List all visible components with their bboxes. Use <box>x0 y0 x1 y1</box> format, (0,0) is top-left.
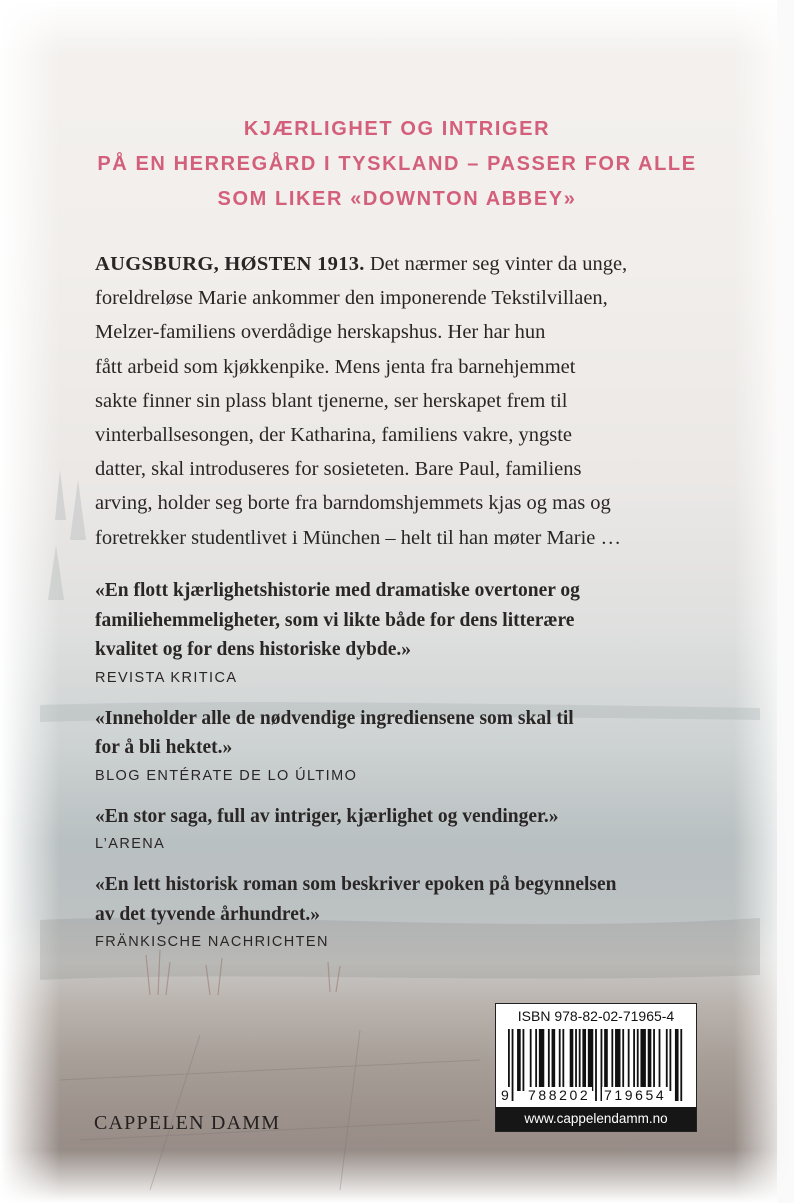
barcode-bar <box>633 1029 635 1091</box>
synopsis-line: foretrekker studentlivet i München – helt til han møter Marie … <box>95 526 622 549</box>
barcode-bar <box>588 1029 593 1091</box>
barcode-bar <box>575 1029 577 1091</box>
quote-source: BLOG ENTÉRATE DE LO ÚLTIMO <box>95 767 358 784</box>
quote-line: «En stor saga, full av intriger, kjærlighet og vendinger.» <box>95 805 559 827</box>
barcode-bar <box>548 1029 550 1091</box>
barcode-digits-left: 788202 <box>528 1087 591 1103</box>
synopsis-line: Melzer-familiens overdådige herskapshus. Her har hun <box>95 321 546 344</box>
barcode-bar <box>666 1029 668 1091</box>
barcode-bar <box>604 1029 608 1091</box>
barcode-bar <box>517 1029 521 1091</box>
barcode-bar <box>659 1029 661 1091</box>
barcode-bar <box>530 1029 532 1091</box>
review-quote <box>95 576 715 689</box>
isbn-label: ISBN 978-82-02-71965-4 <box>517 1008 675 1024</box>
synopsis-lead: AUGSBURG, HØSTEN 1913. <box>95 253 365 275</box>
quote-line: familiehemmeligheter, som vi likte både for dens litterære <box>95 609 575 631</box>
barcode-bar <box>559 1029 561 1091</box>
review-quote <box>95 870 715 953</box>
barcode-bar <box>570 1029 574 1091</box>
barcode-bar <box>622 1029 624 1091</box>
barcode-bar <box>582 1029 586 1091</box>
quote-line: «En flott kjærlighetshistorie med dramatiske overtoner og <box>95 580 580 601</box>
quote-line: «Inneholder alle de nødvendige ingrediensene som skal til <box>95 707 574 729</box>
barcode-bar <box>615 1029 620 1091</box>
quote-line: kvalitet og for dens historiske dybde.» <box>95 639 411 660</box>
synopsis-line <box>95 247 715 281</box>
tagline-line-3: SOM LIKER «DOWNTON ABBEY» <box>217 188 577 210</box>
barcode-digit-first: 9 <box>501 1087 509 1103</box>
synopsis-line: fått arbeid som kjøkkenpike. Mens jenta fra barnehjemmet <box>95 355 576 378</box>
review-quotes <box>95 576 715 968</box>
barcode-bar <box>637 1029 639 1091</box>
quote-line: av det tyvende århundret.» <box>95 903 320 925</box>
barcode-digits-right: 719654 <box>604 1087 667 1103</box>
quote-source: L’ARENA <box>95 836 166 852</box>
barcode-bar <box>653 1029 655 1091</box>
synopsis-line: vinterballsesongen, der Katharina, familiens vakre, yngste <box>95 424 573 447</box>
barcode-bar <box>552 1029 556 1091</box>
publisher-website: www.cappelendamm.no <box>496 1107 696 1131</box>
barcode-bar <box>579 1029 581 1091</box>
barcode-bar <box>628 1029 630 1091</box>
quote-line: for å bli hektet.» <box>95 737 233 758</box>
barcode-bar <box>669 1029 671 1091</box>
quote-source: FRÄNKISCHE NACHRICHTEN <box>95 934 329 950</box>
synopsis-first-rest: Det nærmer seg vinter da unge, <box>364 253 628 275</box>
synopsis <box>95 247 715 555</box>
synopsis-line: arving, holder seg borte fra barndomshjemmets kjas og mas og <box>95 492 611 515</box>
review-quote <box>95 704 715 787</box>
barcode-bar <box>523 1029 525 1091</box>
barcode-bar <box>611 1029 613 1091</box>
synopsis-line: datter, skal introduseres for sosieteten. Bare Paul, familiens <box>95 458 582 481</box>
quote-source: REVISTA KRITICA <box>95 669 238 686</box>
isbn-barcode <box>495 1003 697 1132</box>
synopsis-line: sakte finner sin plass blant tjenerne, ser herskapet frem til <box>95 389 568 412</box>
tagline-line-2: PÅ EN HERREGÅRD I TYSKLAND – PASSER FOR ALLE <box>97 153 697 175</box>
barcode-bar <box>535 1029 537 1091</box>
publisher-logo: CAPPELEN DAMM <box>94 1112 281 1134</box>
barcode-bar <box>640 1029 645 1091</box>
barcode-bar <box>539 1029 544 1091</box>
quote-line: «En lett historisk roman som beskriver epoken på begynnelsen <box>95 874 617 895</box>
synopsis-line: foreldreløse Marie ankommer den imponerende Tekstilvillaen, <box>95 287 608 310</box>
tagline <box>0 112 794 217</box>
barcode-bar <box>562 1029 564 1091</box>
barcode-digits <box>500 1087 692 1105</box>
review-quote <box>95 802 715 856</box>
barcode-bar <box>648 1029 652 1091</box>
tagline-line-1: KJÆRLIGHET OG INTRIGER <box>243 118 551 140</box>
